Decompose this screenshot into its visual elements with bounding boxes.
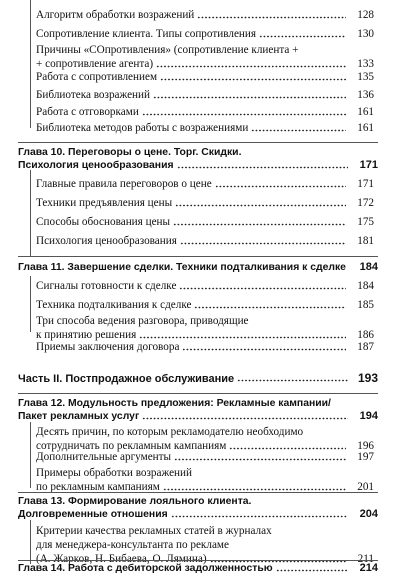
entry-title: Приемы заключения договора	[36, 341, 180, 353]
entry-title: Сопротивление клиента. Типы сопротивления	[36, 28, 257, 40]
toc-entry[interactable]	[36, 466, 374, 494]
dot-leader	[156, 65, 346, 68]
entry-page: 197	[357, 451, 374, 463]
entry-title: Библиотека возражений	[36, 89, 151, 101]
entry-title: Способы обоснования цены	[36, 216, 171, 228]
entry-title-line: Десять причин, по которым рекламодателю необходимо	[36, 426, 304, 438]
dot-leader	[276, 569, 348, 572]
entry-title-line: Причины «СОпротивления» (сопротивление клиента +	[36, 44, 299, 56]
entry-page: 128	[357, 9, 374, 21]
section-divider	[18, 492, 378, 493]
dot-leader	[163, 488, 346, 491]
entry-group-rule	[30, 276, 31, 332]
toc-entry[interactable]	[36, 27, 374, 41]
entry-page: 172	[357, 197, 374, 209]
dot-leader	[171, 515, 348, 518]
chapter-10-heading[interactable]	[18, 146, 378, 172]
section-divider	[18, 560, 378, 561]
chapter-14-heading[interactable]	[18, 562, 378, 575]
entry-page: 186	[357, 329, 374, 341]
entry-title: Главные правила переговоров о цене	[36, 178, 212, 190]
entry-page: 201	[357, 481, 374, 493]
dot-leader	[215, 185, 346, 188]
toc-entry[interactable]	[36, 121, 374, 135]
entry-page: 187	[357, 341, 374, 353]
entry-page: 185	[357, 299, 374, 311]
dot-leader	[142, 113, 346, 116]
dot-leader	[142, 417, 348, 420]
dot-leader	[177, 166, 348, 169]
toc-entry[interactable]	[36, 8, 374, 22]
entry-page: 161	[357, 122, 374, 134]
entry-title-line: для менеджера-консультанта по рекламе	[36, 539, 229, 551]
entry-title-line: Три способа ведения разговора, приводящие	[36, 315, 249, 327]
toc-entry[interactable]	[36, 279, 374, 293]
entry-page: 171	[357, 178, 374, 190]
entry-title: Психология ценообразования	[36, 235, 177, 247]
entry-title: Дополнительные аргументы	[36, 451, 172, 463]
chapter-12-heading[interactable]	[18, 397, 378, 423]
entry-title-line: (А. Жарков, Н. Бибаева, О. Лямина)	[36, 553, 207, 565]
dot-leader	[182, 348, 346, 351]
chapter-page: 171	[359, 159, 378, 171]
entry-title-line: + сопротивление агента)	[36, 58, 154, 70]
entry-page: 161	[357, 106, 374, 118]
dot-leader	[251, 129, 346, 132]
entry-title-line: сотрудничать по рекламным кампаниям	[36, 440, 227, 452]
toc-entry[interactable]	[36, 298, 374, 312]
part-2-heading[interactable]	[18, 371, 378, 385]
toc-entry[interactable]	[36, 234, 374, 248]
chapter-title-line: Глава 13. Формирование лояльного клиента.	[18, 496, 252, 507]
dot-leader	[160, 78, 346, 81]
entry-page: 211	[357, 553, 374, 565]
chapter-title-line: Пакет рекламных услуг	[18, 411, 140, 422]
toc-entry[interactable]	[36, 105, 374, 119]
entry-group-rule	[30, 170, 31, 256]
dot-leader	[175, 204, 346, 207]
entry-page: 175	[357, 216, 374, 228]
toc-entry[interactable]	[36, 314, 374, 342]
chapter-13-heading[interactable]	[18, 495, 378, 521]
toc-entry[interactable]	[36, 88, 374, 102]
entry-page: 181	[357, 235, 374, 247]
dot-leader	[153, 96, 346, 99]
chapter-page: 204	[359, 508, 378, 520]
entry-title: Сигналы готовности к сделке	[36, 280, 177, 292]
entry-group-rule	[30, 422, 31, 488]
entry-group-rule	[30, 520, 31, 564]
toc-entry[interactable]	[36, 196, 374, 210]
chapter-title-line: Долговременные отношения	[18, 509, 168, 520]
entry-page: 196	[357, 440, 374, 452]
entry-title: Работа с сопротивлением	[36, 71, 158, 83]
entry-title: Техники предъявления цены	[36, 197, 173, 209]
entry-title: Алгоритм обработки возражений	[36, 9, 195, 21]
dot-leader	[179, 287, 346, 290]
dot-leader	[180, 242, 346, 245]
chapter-11-heading[interactable]	[18, 261, 378, 274]
dot-leader	[139, 336, 346, 339]
dot-leader	[173, 223, 346, 226]
toc-entry[interactable]	[36, 425, 374, 453]
entry-title-line: Критерии качества рекламных статей в журналах	[36, 525, 272, 537]
dot-leader	[237, 379, 348, 382]
entry-title: Работа с отговорками	[36, 106, 139, 118]
chapter-page: 194	[359, 410, 378, 422]
chapter-title-line: Глава 10. Переговоры о цене. Торг. Скидки.	[18, 147, 242, 158]
toc-entry[interactable]	[36, 215, 374, 229]
section-divider	[18, 142, 378, 143]
section-divider	[18, 256, 378, 257]
toc-entry[interactable]	[36, 177, 374, 191]
entry-title: Библиотека методов работы с возражениями	[36, 122, 249, 134]
chapter-title: Глава 11. Завершение сделки. Техники подталкивания к сделке	[18, 262, 346, 273]
chapter-page: 184	[359, 261, 378, 273]
part-title: Часть II. Постпродажное обслуживание	[18, 373, 235, 385]
toc-entry[interactable]	[36, 43, 374, 71]
entry-title-line: по рекламным кампаниям	[36, 481, 160, 493]
section-divider	[18, 393, 378, 394]
entry-page: 135	[357, 71, 374, 83]
chapter-title-line: Психология ценообразования	[18, 160, 174, 171]
toc-entry[interactable]	[36, 450, 374, 464]
chapter-title: Глава 14. Работа с дебиторской задолженностью	[18, 563, 273, 574]
chapter-page: 214	[359, 562, 378, 574]
part-page: 193	[357, 371, 378, 385]
entry-title: Техника подталкивания к сделке	[36, 299, 192, 311]
entry-page: 184	[357, 280, 374, 292]
entry-page: 130	[357, 28, 374, 40]
dot-leader	[174, 458, 346, 461]
toc-entry[interactable]	[36, 340, 374, 354]
dot-leader	[197, 16, 346, 19]
entry-page: 133	[357, 58, 374, 70]
dot-leader	[194, 306, 346, 309]
toc-entry[interactable]	[36, 70, 374, 84]
entry-page: 136	[357, 89, 374, 101]
entry-title-line: к принятию решения	[36, 329, 137, 341]
entry-title-line: Примеры обработки возражений	[36, 467, 192, 479]
entry-group-rule	[30, 0, 31, 128]
chapter-title-line: Глава 12. Модульность предложения: Рекламные кампании/	[18, 398, 331, 409]
dot-leader	[259, 35, 346, 38]
